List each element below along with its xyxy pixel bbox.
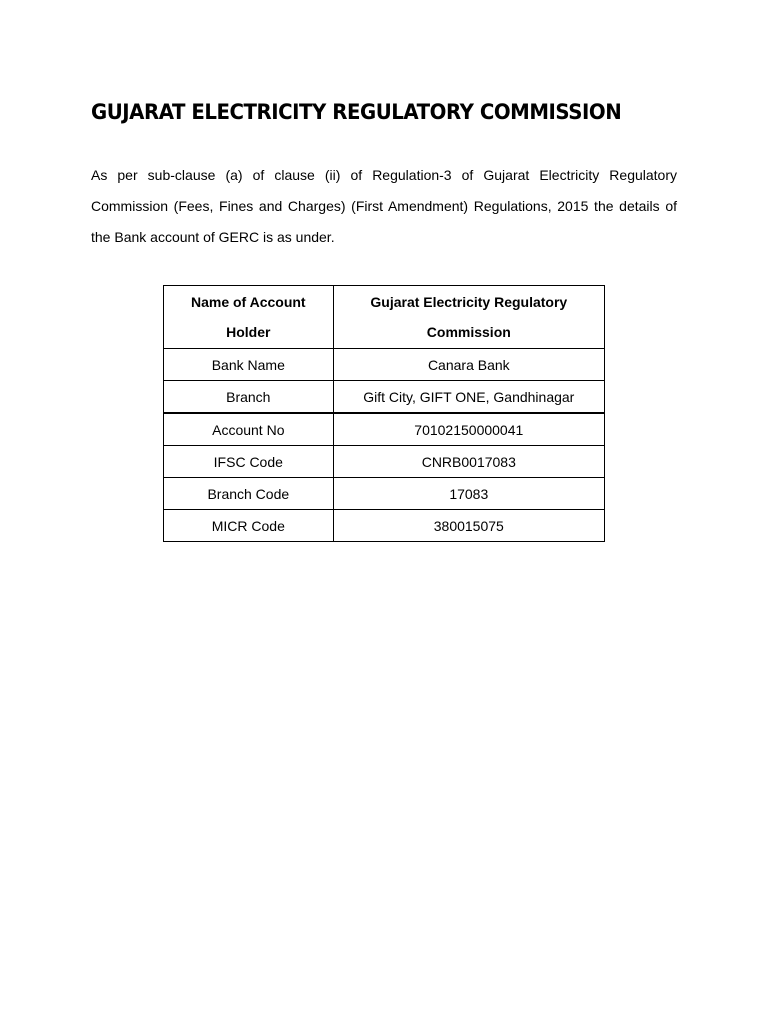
row-label-bank-name: Bank Name [164,349,334,381]
header-value-cell: Gujarat Electricity Regulatory Commission [333,286,604,349]
row-label-account-no: Account No [164,413,334,446]
bank-details-table [163,285,605,542]
row-value-bank-name: Canara Bank [333,349,604,381]
row-value-branch-code: 17083 [333,478,604,510]
table-row [164,478,605,510]
row-label-micr-code: MICR Code [164,510,334,542]
table-row [164,510,605,542]
page-title: GUJARAT ELECTRICITY REGULATORY COMMISSION [91,100,622,124]
row-value-account-no: 70102150000041 [333,413,604,446]
row-label-branch-code: Branch Code [164,478,334,510]
table-row [164,381,605,414]
header-label-cell: Name of Account Holder [164,286,334,349]
row-value-branch: Gift City, GIFT ONE, Gandhinagar [333,381,604,414]
table-row [164,446,605,478]
intro-paragraph: As per sub-clause (a) of clause (ii) of Regulation-3 of Gujarat Electricity Regulatory Commission (Fees, Fines and Charges) (First Amendment) Regulations, 2015 the details of the Bank account of GERC is as under. [91,167,677,245]
row-value-micr-code: 380015075 [333,510,604,542]
row-label-ifsc-code: IFSC Code [164,446,334,478]
row-value-ifsc-code: CNRB0017083 [333,446,604,478]
table-row [164,349,605,381]
table-row [164,413,605,446]
table-header-row [164,286,605,349]
row-label-branch: Branch [164,381,334,414]
